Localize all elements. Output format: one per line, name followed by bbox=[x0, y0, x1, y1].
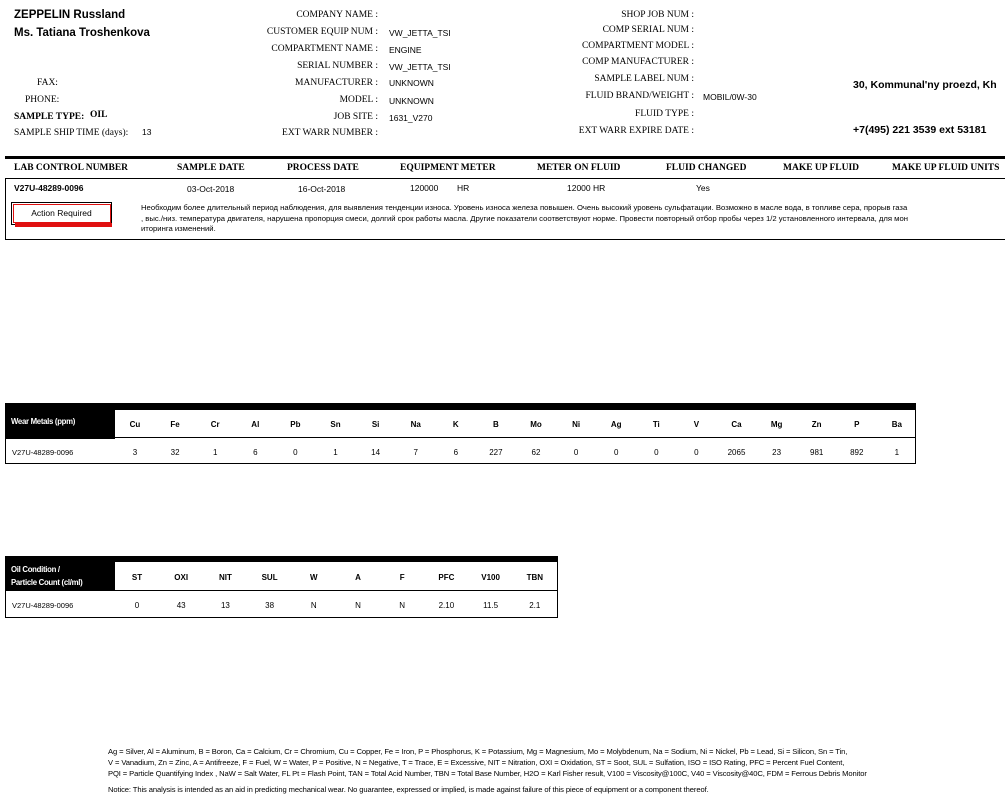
wear-metals-col-11: Ni bbox=[572, 420, 581, 429]
col-sample-date: SAMPLE DATE bbox=[177, 163, 245, 173]
col-fluid-changed: FLUID CHANGED bbox=[666, 163, 747, 173]
ship-time-unit: (days): bbox=[101, 128, 129, 138]
col-make-up-fluid-units: MAKE UP FLUID UNITS bbox=[892, 163, 1000, 173]
oil-condition-title-line2: Particle Count (cl/ml) bbox=[11, 578, 83, 587]
meter-on-fluid-value: 12000 HR bbox=[567, 183, 606, 193]
status-text: Action Required bbox=[31, 208, 92, 218]
sample-date-value: 03-Oct-2018 bbox=[187, 184, 235, 194]
fluid-brand-label: FLUID BRAND/WEIGHT : bbox=[585, 91, 694, 101]
lab-control-value: V27U-48289-0096 bbox=[14, 183, 84, 193]
oil-condition-col-9: TBN bbox=[526, 573, 544, 582]
status-badge bbox=[11, 202, 112, 225]
wear-metals-col-18: P bbox=[854, 420, 860, 429]
oil-condition-col-3: SUL bbox=[261, 573, 278, 582]
wear-metals-col-13: Ti bbox=[652, 420, 660, 429]
wear-metals-value-19: 1 bbox=[894, 448, 900, 457]
wear-metals-value-2: 1 bbox=[212, 448, 218, 457]
serial-label: SERIAL NUMBER : bbox=[297, 61, 378, 71]
job-site-value: 1631_V270 bbox=[389, 113, 433, 123]
wear-metals-col-15: Ca bbox=[731, 420, 742, 429]
legend-notice: Notice: This analysis is intended as an aid in predicting mechanical wear. No guarantee, expressed or implied, is made against failure of this piece of equipment or a component thereof. bbox=[108, 785, 709, 794]
wear-metals-col-5: Sn bbox=[330, 420, 341, 429]
comp-manufacturer-label: COMP MANUFACTURER : bbox=[582, 57, 694, 67]
oil-condition-col-5: A bbox=[355, 573, 361, 582]
col-process-date: PROCESS DATE bbox=[287, 163, 359, 173]
ext-warr-expire-label: EXT WARR EXPIRE DATE : bbox=[578, 126, 694, 136]
sample-table-top-rule bbox=[5, 156, 1005, 159]
wear-metals-col-9: B bbox=[493, 420, 499, 429]
customer-equip-label: CUSTOMER EQUIP NUM : bbox=[266, 27, 378, 37]
oil-condition-value-3: 38 bbox=[265, 601, 275, 610]
oil-condition-col-4: W bbox=[310, 573, 318, 582]
fluid-type-label: FLUID TYPE : bbox=[635, 109, 694, 119]
customer-contact: Ms. Tatiana Troshenkova bbox=[14, 27, 150, 39]
sample-type-value: OIL bbox=[90, 110, 108, 120]
model-label: MODEL : bbox=[339, 95, 378, 105]
wear-metals-col-7: Na bbox=[410, 420, 421, 429]
col-make-up-fluid: MAKE UP FLUID bbox=[783, 163, 859, 173]
oil-condition-col-7: PFC bbox=[438, 573, 455, 582]
equipment-meter-unit: HR bbox=[457, 183, 470, 193]
wear-metals-title: Wear Metals (ppm) bbox=[11, 417, 76, 426]
comment-text bbox=[141, 203, 908, 235]
comp-model-label: COMPARTMENT MODEL : bbox=[581, 41, 694, 51]
comment-line-3: иторинга изменений. bbox=[141, 224, 216, 233]
customer-company: ZEPPELIN Russland bbox=[14, 9, 126, 21]
oil-condition-value-2: 13 bbox=[220, 601, 230, 610]
col-equipment-meter: EQUIPMENT METER bbox=[400, 163, 496, 173]
oil-condition-value-1: 43 bbox=[176, 601, 186, 610]
oil-condition-title bbox=[11, 563, 82, 589]
wear-metals-header-rule bbox=[5, 437, 916, 438]
wear-metals-value-4: 0 bbox=[293, 448, 298, 457]
wear-metals-value-18: 892 bbox=[850, 448, 864, 457]
oil-condition-value-8: 11.5 bbox=[483, 601, 499, 610]
wear-metals-col-8: K bbox=[452, 420, 459, 429]
oil-condition-col-8: V100 bbox=[481, 573, 500, 582]
wear-metals-value-10: 62 bbox=[531, 448, 541, 457]
oil-condition-col-0: ST bbox=[131, 573, 143, 582]
wear-metals-value-16: 23 bbox=[772, 448, 782, 457]
wear-metals-col-6: Si bbox=[371, 420, 380, 429]
manufacturer-value: UNKNOWN bbox=[389, 78, 434, 88]
oil-condition-row-label: V27U-48289-0096 bbox=[12, 601, 74, 610]
wear-metals-col-1: Fe bbox=[170, 420, 180, 429]
oil-condition-col-2: NIT bbox=[218, 573, 232, 582]
oil-condition-value-5: N bbox=[355, 601, 361, 610]
wear-metals-col-0: Cu bbox=[129, 420, 141, 429]
oil-condition-value-0: 0 bbox=[134, 601, 140, 610]
company-name-label: COMPANY NAME : bbox=[296, 10, 378, 20]
wear-metals-value-3: 6 bbox=[253, 448, 258, 457]
customer-equip-value: VW_JETTA_TSI bbox=[389, 28, 451, 38]
oil-condition-col-1: OXI bbox=[174, 573, 189, 582]
wear-metals-value-1: 32 bbox=[170, 448, 180, 457]
comment-line-2: , выс./низ. температура двигателя, нарушена пропорция смеси, долгий срок работы масла. Другие показатели соответствуют норме. Провести повторный отбор пробы через 1/2 установленного интервала, для мон bbox=[141, 213, 908, 223]
wear-metals-value-8: 6 bbox=[453, 448, 459, 457]
fluid-brand-value: MOBIL/0W-30 bbox=[703, 92, 757, 102]
wear-metals-top-bar bbox=[5, 403, 916, 410]
job-site-label: JOB SITE : bbox=[333, 112, 378, 122]
dealer-address: 30, Kommunal'ny proezd, Kh bbox=[853, 79, 997, 91]
wear-metals-value-0: 3 bbox=[132, 448, 138, 457]
legend-line-1: Ag = Silver, Al = Aluminum, B = Boron, Ca = Calcium, Cr = Chromium, Cu = Copper, Fe = Iron, P = Phosphorus, K = Potassium, Mg = Magnesium, Mo = Molybdenum, Na = Sodium, Ni = Nickel, Pb = Lead, Si = Silicon, Sn = Tin, bbox=[108, 747, 848, 756]
col-meter-on-fluid: METER ON FLUID bbox=[537, 163, 621, 173]
comp-serial-label: COMP SERIAL NUM : bbox=[602, 25, 694, 35]
col-lab-control: LAB CONTROL NUMBER bbox=[14, 163, 129, 173]
model-value: UNKNOWN bbox=[389, 96, 434, 106]
oil-condition-value-7: 2.10 bbox=[438, 601, 455, 610]
sample-label-num-label: SAMPLE LABEL NUM : bbox=[594, 74, 694, 84]
manufacturer-label: MANUFACTURER : bbox=[295, 78, 378, 88]
wear-metals-value-12: 0 bbox=[613, 448, 619, 457]
wear-metals-col-14: V bbox=[693, 420, 700, 429]
dealer-phone: +7(495) 221 3539 ext 53181 bbox=[853, 124, 987, 136]
wear-metals-col-4: Pb bbox=[290, 420, 301, 429]
compartment-value: ENGINE bbox=[389, 45, 422, 55]
phone-label: PHONE: bbox=[25, 95, 60, 105]
sample-type-label: SAMPLE TYPE: bbox=[14, 112, 85, 122]
oil-condition-value-9: 2.1 bbox=[529, 601, 541, 610]
fluid-changed-value: Yes bbox=[696, 183, 710, 193]
wear-metals-col-16: Mg bbox=[770, 420, 783, 429]
oil-condition-title-line1: Oil Condition / bbox=[11, 565, 60, 574]
wear-metals-value-15: 2065 bbox=[727, 448, 746, 457]
wear-metals-col-2: Cr bbox=[210, 420, 220, 429]
serial-value: VW_JETTA_TSI bbox=[389, 62, 451, 72]
wear-metals-value-9: 227 bbox=[489, 448, 503, 457]
wear-metals-row-label: V27U-48289-0096 bbox=[12, 448, 74, 457]
ship-time-label-text: SAMPLE SHIP TIME bbox=[14, 128, 100, 138]
wear-metals-col-3: Al bbox=[251, 420, 260, 429]
wear-metals-col-17: Zn bbox=[811, 420, 822, 429]
oil-condition-value-4: N bbox=[310, 601, 317, 610]
legend-line-2: V = Vanadium, Zn = Zinc, A = Antifreeze, F = Fuel, W = Water, P = Positive, N = Negative, T = Trace, E = Excessive, NIT = Nitration, OXI = Oxidation, ST = Soot, SUL = Sulfation, ISO = ISO Rating, PFC = Percent Fuel Content, bbox=[108, 758, 845, 767]
oil-condition-col-6: F bbox=[399, 573, 405, 582]
ship-time-label bbox=[14, 128, 128, 138]
compartment-label: COMPARTMENT NAME : bbox=[271, 44, 378, 54]
ext-warr-label: EXT WARR NUMBER : bbox=[282, 128, 378, 138]
wear-metals-value-17: 981 bbox=[810, 448, 824, 457]
wear-metals-col-12: Ag bbox=[610, 420, 622, 429]
oil-condition-header-rule bbox=[5, 590, 558, 591]
wear-metals-value-13: 0 bbox=[654, 448, 659, 457]
wear-metals-value-6: 14 bbox=[371, 448, 381, 457]
wear-metals-value-14: 0 bbox=[694, 448, 699, 457]
status-badge-shadow bbox=[15, 223, 112, 227]
wear-metals-value-5: 1 bbox=[333, 448, 338, 457]
oil-condition-value-6: N bbox=[399, 601, 406, 610]
wear-metals-col-19: Ba bbox=[891, 420, 902, 429]
process-date-value: 16-Oct-2018 bbox=[298, 184, 346, 194]
legend-line-3: PQI = Particle Quantifying Index , NaW = Salt Water, FL Pt = Flash Point, TAN = Total Acid Number, TBN = Total Base Number, H2O = Karl Fisher result, V100 = Viscosity@100C, V40 = Viscosity@40C, FDM = Ferrous Debris Monitor bbox=[108, 769, 867, 778]
shop-job-label: SHOP JOB NUM : bbox=[621, 10, 694, 20]
wear-metals-value-11: 0 bbox=[573, 448, 579, 457]
wear-metals-col-10: Mo bbox=[530, 420, 542, 429]
fax-label: FAX: bbox=[37, 78, 58, 88]
equipment-meter-value: 120000 bbox=[410, 183, 439, 193]
comment-line-1: Необходим более длительный период наблюдения, для выявления тенденции износа. Уровень износа железа повышен. Очень высокий уровень сульфатации. Возможно в масле вода, в топливе сера, прорыв газа bbox=[141, 203, 908, 212]
ship-time-value: 13 bbox=[142, 127, 152, 137]
wear-metals-value-7: 7 bbox=[413, 448, 418, 457]
